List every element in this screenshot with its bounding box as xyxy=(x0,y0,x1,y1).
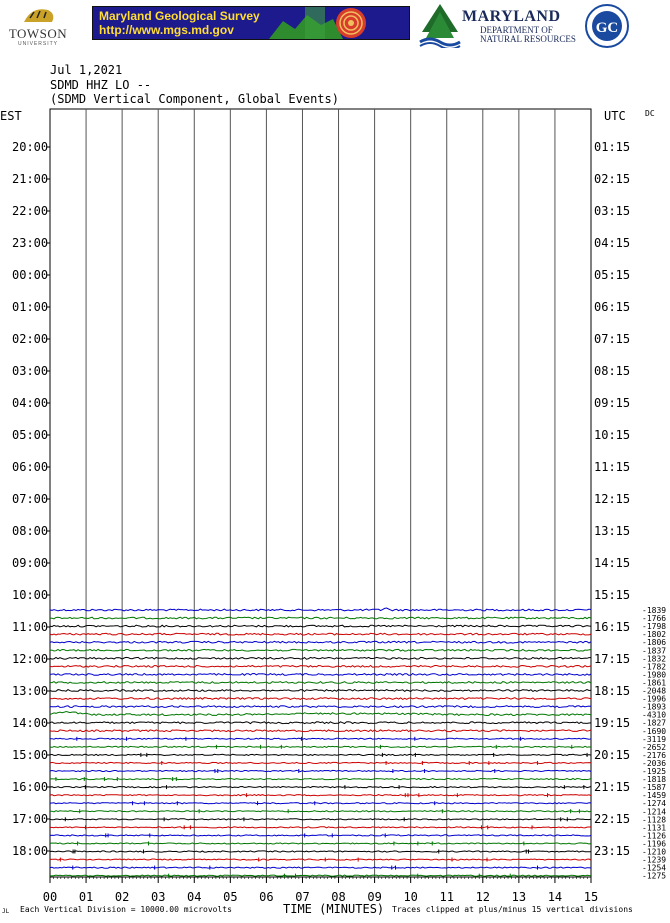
plot-frame xyxy=(50,109,591,877)
trace-offset-label: -1131 xyxy=(642,823,667,833)
seismic-trace xyxy=(50,730,591,732)
corner-mark: JL xyxy=(2,908,10,915)
gc-text: GC xyxy=(595,20,619,36)
trace-offset-label: -4310 xyxy=(642,710,667,720)
left-hour-label: 05:00 xyxy=(12,428,49,442)
x-tick-label: 10 xyxy=(403,890,418,904)
trace-offset-label: -1587 xyxy=(642,783,667,793)
x-tick-label: 04 xyxy=(187,890,202,904)
grid-layer xyxy=(50,109,591,877)
left-hour-label: 12:00 xyxy=(12,652,49,666)
trace-offset-label: -1214 xyxy=(642,807,667,817)
left-hour-label: 16:00 xyxy=(12,780,49,794)
seismic-trace xyxy=(50,851,591,852)
trace-offset-label: -1980 xyxy=(642,670,667,680)
right-hour-label: 19:15 xyxy=(594,716,631,730)
left-hour-label: 14:00 xyxy=(12,716,49,730)
mgs-title: Maryland Geological Survey xyxy=(99,9,260,23)
right-hour-label: 11:15 xyxy=(594,460,631,474)
seismic-trace xyxy=(50,819,591,820)
left-hour-label: 22:00 xyxy=(12,204,49,218)
seismic-trace xyxy=(50,633,591,635)
component-label: (SDMD Vertical Component, Global Events) xyxy=(50,92,339,106)
seismic-trace xyxy=(50,867,591,868)
seismic-trace xyxy=(50,779,591,780)
seismic-trace xyxy=(50,706,591,708)
left-hour-label: 18:00 xyxy=(12,844,49,858)
right-hour-label: 15:15 xyxy=(594,588,631,602)
trace-offset-label: -1210 xyxy=(642,847,667,857)
x-tick-label: 00 xyxy=(42,890,58,904)
dnr-sub1: DEPARTMENT OF xyxy=(480,25,553,35)
x-tick-label: 02 xyxy=(114,890,130,904)
right-hour-label: 02:15 xyxy=(594,172,631,186)
seismic-trace xyxy=(50,843,591,844)
x-tick-label: 09 xyxy=(367,890,382,904)
right-hour-label: 04:15 xyxy=(594,236,631,250)
x-tick-label: 15 xyxy=(583,890,599,904)
left-hour-label: 04:00 xyxy=(12,396,49,410)
left-hour-label: 15:00 xyxy=(12,748,49,762)
seismic-trace xyxy=(50,666,591,668)
seismic-trace xyxy=(50,641,591,643)
trace-offset-label: -2048 xyxy=(642,686,667,696)
dnr-sub2: NATURAL RESOURCES xyxy=(480,34,576,44)
trace-offset-label: -1832 xyxy=(642,654,667,664)
left-hour-label: 17:00 xyxy=(12,812,49,826)
seismic-trace xyxy=(50,625,591,627)
right-hour-label: 05:15 xyxy=(594,268,631,282)
seismic-trace xyxy=(50,754,591,755)
x-tick-label: 01 xyxy=(78,890,94,904)
seismic-trace xyxy=(50,803,591,804)
trace-offset-label: -1254 xyxy=(642,863,667,873)
right-hour-label: 01:15 xyxy=(594,140,631,154)
trace-offset-label: -1893 xyxy=(642,702,667,712)
dc-label: DC xyxy=(645,109,655,118)
left-hour-label: 03:00 xyxy=(12,364,49,378)
left-hour-label: 11:00 xyxy=(12,620,49,634)
seismic-trace xyxy=(50,712,591,716)
trace-offset-label: -1798 xyxy=(642,622,667,632)
seismic-trace xyxy=(50,682,591,684)
trace-offset-label: -1782 xyxy=(642,662,667,672)
right-hour-label: 18:15 xyxy=(594,684,631,698)
right-hour-label: 10:15 xyxy=(594,428,631,442)
left-hour-label: 00:00 xyxy=(12,268,49,282)
x-axis-title: TIME (MINUTES) xyxy=(283,902,385,916)
left-hour-label: 23:00 xyxy=(12,236,49,250)
trace-offset-label: -1128 xyxy=(642,815,667,825)
trace-offset-label: -1839 xyxy=(642,606,667,615)
left-hour-label: 02:00 xyxy=(12,332,49,346)
right-hour-label: 08:15 xyxy=(594,364,631,378)
right-hour-label: 22:15 xyxy=(594,812,631,826)
right-hour-label: 16:15 xyxy=(594,620,631,634)
x-tick-label: 11 xyxy=(439,890,454,904)
seismic-trace xyxy=(50,690,591,692)
towson-name: TOWSON xyxy=(8,26,68,41)
trace-offset-label: -1126 xyxy=(642,831,667,841)
left-axis-label: EST xyxy=(0,109,22,123)
trace-offset-label: -1996 xyxy=(642,694,667,704)
towson-sub: UNIVERSITY xyxy=(17,41,58,47)
seismic-trace xyxy=(50,738,591,739)
left-hour-label: 20:00 xyxy=(12,140,49,154)
trace-offset-label: -1690 xyxy=(642,726,667,736)
trace-offset-label: -1925 xyxy=(642,767,667,776)
left-hour-label: 09:00 xyxy=(12,556,49,570)
x-tick-label: 08 xyxy=(331,890,346,904)
right-hour-label: 13:15 xyxy=(594,524,631,538)
x-tick-label: 12 xyxy=(475,890,491,904)
trace-offset-label: -2176 xyxy=(642,750,667,760)
trace-offset-label: -3119 xyxy=(642,734,667,744)
seismic-trace xyxy=(50,657,591,659)
trace-offset-label: -1818 xyxy=(642,775,667,785)
left-hour-label: 10:00 xyxy=(12,588,49,602)
right-hour-label: 20:15 xyxy=(594,748,631,762)
seismic-trace xyxy=(50,787,591,788)
seismic-trace xyxy=(50,835,591,836)
right-axis-label: UTC xyxy=(604,109,626,123)
label-layer xyxy=(0,109,666,904)
trace-offset-label: -2036 xyxy=(642,758,667,768)
clipping-note: Traces clipped at plus/minus 15 vertical divisions xyxy=(392,905,633,914)
trace-layer xyxy=(50,608,591,878)
right-hour-label: 14:15 xyxy=(594,556,631,570)
left-hour-label: 07:00 xyxy=(12,492,49,506)
right-hour-label: 03:15 xyxy=(594,204,631,218)
date-label: Jul 1,2021 xyxy=(50,63,123,77)
right-hour-label: 17:15 xyxy=(594,652,631,666)
seismic-trace xyxy=(50,746,591,747)
left-hour-label: 21:00 xyxy=(12,172,49,186)
seismic-trace xyxy=(50,617,591,619)
x-tick-label: 07 xyxy=(295,890,310,904)
seismic-trace xyxy=(50,795,591,796)
left-hour-label: 06:00 xyxy=(12,460,49,474)
trace-offset-label: -1196 xyxy=(642,839,667,849)
station-label: SDMD HHZ LO -- xyxy=(50,77,152,92)
x-tick-label: 06 xyxy=(259,890,274,904)
x-tick-label: 03 xyxy=(150,890,166,904)
x-tick-label: 14 xyxy=(547,890,563,904)
mgs-url[interactable]: http://www.mgs.md.gov xyxy=(99,23,234,37)
left-hour-label: 08:00 xyxy=(12,524,49,538)
seismic-trace xyxy=(50,674,591,676)
x-tick-label: 13 xyxy=(511,890,527,904)
right-hour-label: 07:15 xyxy=(594,332,631,346)
trace-offset-label: -1766 xyxy=(642,614,667,624)
trace-offset-label: -2652 xyxy=(642,742,667,752)
seismic-trace xyxy=(50,770,591,771)
vertical-division-note: Each Vertical Division = 10000.00 microvolts xyxy=(20,905,232,914)
trace-offset-label: -1827 xyxy=(642,718,667,728)
trace-offset-label: -1459 xyxy=(642,791,667,801)
dnr-name: MARYLAND xyxy=(462,8,561,25)
x-tick-label: 05 xyxy=(223,890,238,904)
right-hour-label: 21:15 xyxy=(594,780,631,794)
right-hour-label: 06:15 xyxy=(594,300,631,314)
seismic-trace xyxy=(50,722,591,724)
trace-offset-label: -1837 xyxy=(642,646,667,656)
trace-offset-label: -1274 xyxy=(642,799,667,809)
trace-offset-label: -1802 xyxy=(642,630,667,640)
trace-offset-label: -1275 xyxy=(642,871,667,881)
seismic-trace xyxy=(50,698,591,700)
seismic-trace xyxy=(50,762,591,763)
seismic-trace xyxy=(50,649,591,651)
trace-offset-label: -1239 xyxy=(642,855,667,865)
right-hour-label: 12:15 xyxy=(594,492,631,506)
trace-offset-label: -1806 xyxy=(642,638,667,648)
right-hour-label: 09:15 xyxy=(594,396,631,410)
left-hour-label: 01:00 xyxy=(12,300,49,314)
trace-offset-label: -1861 xyxy=(642,678,667,688)
seismic-trace xyxy=(50,827,591,828)
right-hour-label: 23:15 xyxy=(594,844,631,858)
left-hour-label: 13:00 xyxy=(12,684,49,698)
seismic-trace xyxy=(50,811,591,812)
seismic-trace xyxy=(50,608,591,611)
seismic-trace xyxy=(50,859,591,860)
